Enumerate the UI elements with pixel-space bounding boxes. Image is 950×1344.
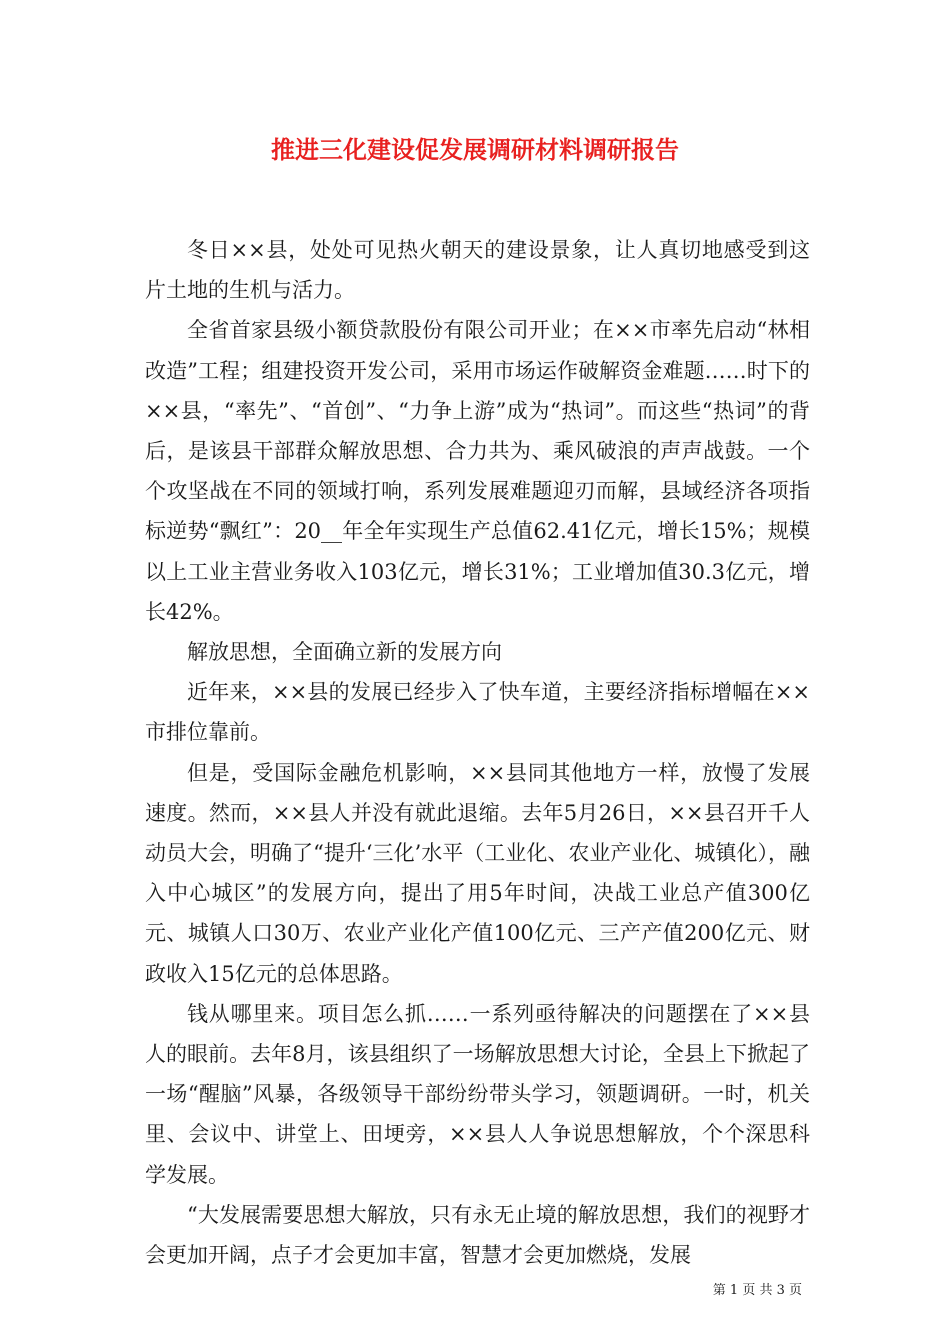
paragraph: “大发展需要思想大解放，只有永无止境的解放思想，我们的视野才会更加开阔，点子才会更加丰富，智慧才会更加燃烧，发展 (145, 1202, 810, 1268)
page-number: 第 1 页 共 3 页 (712, 1283, 802, 1298)
section-heading: 解放思想，全面确立新的发展方向 (187, 640, 502, 665)
paragraph: 近年来，××县的发展已经步入了快车道，主要经济指标增幅在××市排位靠前。 (145, 680, 810, 745)
document-title: 推进三化建设促发展调研材料调研报告 (271, 135, 679, 164)
paragraph: 全省首家县级小额贷款股份有限公司开业；在××市率先启动“林相改造”工程；组建投资开发公司，采用市场运作破解资金难题……时下的××县，“率先”、“首创”、“力争上游”成为“热词”。而这些“热词”的背后，是该县干部群众解放思想、合力共为、乘风破浪的声声战鼓。一个个攻坚战在不同的领域打响，系列发展难题迎刃而解，县域经济各项指标逆势“飘红”：20__年全年实现生产总值62.41亿元，增长15%；规模以上工业主营业务收入103亿元，增长31%；工业增加值30.3亿元，增长42%。 (145, 318, 810, 624)
paragraph: 冬日××县，处处可见热火朝天的建设景象，让人真切地感受到这片土地的生机与活力。 (145, 238, 810, 303)
document-body (145, 230, 810, 1275)
paragraph: 钱从哪里来。项目怎么抓……一系列亟待解决的问题摆在了××县人的眼前。去年8月，该县组织了一场解放思想大讨论，全县上下掀起了一场“醒脑”风暴，各级领导干部纷纷带头学习，领题调研。一时，机关里、会议中、讲堂上、田埂旁，××县人人争说思想解放，个个深思科学发展。 (145, 1001, 810, 1187)
paragraph: 但是，受国际金融危机影响，××县同其他地方一样，放慢了发展速度。然而，××县人并没有就此退缩。去年5月26日，××县召开千人动员大会，明确了“提升‘三化’水平（工业化、农业产业化、城镇化），融入中心城区”的发展方向，提出了用5年时间，决战工业总产值300亿元、城镇人口30万、农业产业化产值100亿元、三产产值200亿元、财政收入15亿元的总体思路。 (145, 760, 810, 986)
